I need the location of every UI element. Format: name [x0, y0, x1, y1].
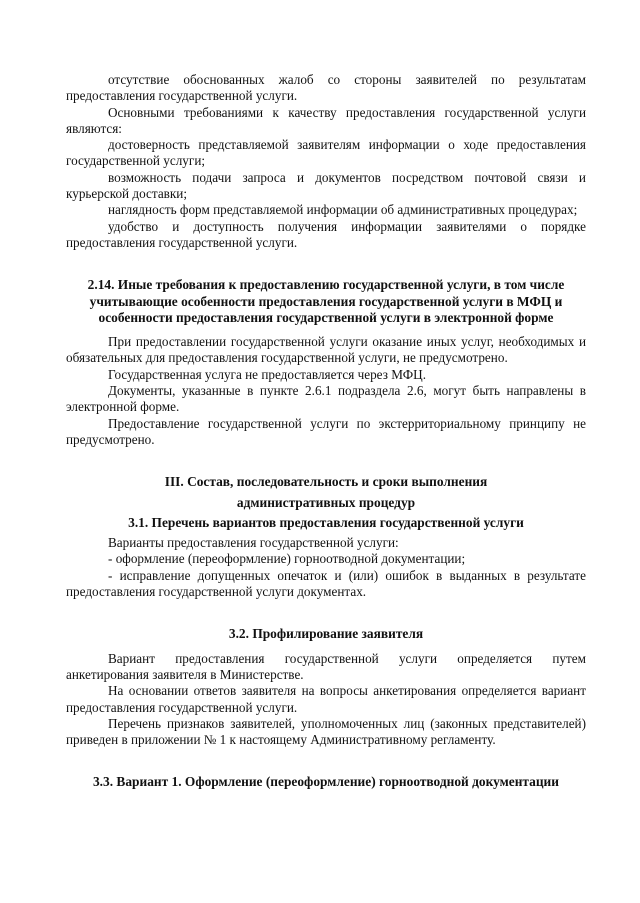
section-heading-3-1: 3.1. Перечень вариантов предоставления государственной услуги — [128, 514, 524, 530]
paragraph-applicant-attributes: Перечень признаков заявителей, уполномоченных лиц (законных представителей) приведен в приложении № 1 к настоящему Административному регламенту. — [66, 715, 586, 748]
section-heading-2-14: 2.14. Иные требования к предоставлению государственной услуги, в том числе учитывающие особенности предоставления государственной услуги в МФЦ и особенности предоставления государственной услуги в электронной форме — [87, 277, 565, 325]
paragraph-mail-submission: возможность подачи запроса и документов посредством почтовой связи и курьерской доставки; — [66, 169, 586, 202]
section-heading-3-line2: административных процедур — [236, 494, 416, 510]
paragraph-no-mfc: Государственная услуга не предоставляется через МФЦ. — [108, 366, 426, 382]
paragraph-quality-requirements: Основными требованиями к качеству предоставления государственной услуги являются: — [66, 104, 586, 136]
section-heading-3-3: 3.3. Вариант 1. Оформление (переоформление) горноотводной документации — [92, 774, 559, 790]
paragraph-extraterritorial: Предоставление государственной услуги по экстерриториальному принципу не предусмотрено. — [66, 415, 586, 447]
document-page — [66, 72, 586, 791]
paragraph-electronic-documents: Документы, указанные в пункте 2.6.1 подраздела 2.6, могут быть направлены в электронной форме. — [66, 383, 586, 415]
section-heading-3-line1: III. Состав, последовательность и сроки выполнения — [164, 474, 488, 490]
paragraph-other-services: При предоставлении государственной услуги оказание иных услуг, необходимых и обязательных для предоставления государственной услуги, не предусмотрено. — [66, 334, 586, 366]
paragraph-variants-intro: Варианты предоставления государственной услуги: — [108, 535, 399, 551]
paragraph-reliability: достоверность представляемой заявителям информации о ходе предоставления государственной услуги; — [66, 137, 586, 169]
paragraph-clarity: наглядность форм представляемой информации об административных процедурах; — [108, 202, 578, 218]
list-item-variant-1: - оформление (переоформление) горноотводной документации; — [108, 551, 466, 567]
paragraph-no-complaints: отсутствие обоснованных жалоб со стороны заявителей по результатам предоставления государственной услуги. — [66, 72, 586, 104]
paragraph-questionnaire-answers: На основании ответов заявителя на вопросы анкетирования определяется вариант предоставления государственной услуги. — [66, 683, 586, 715]
paragraph-convenience: удобство и доступность получения информации заявителями о порядке предоставления государственной услуги. — [66, 218, 586, 250]
list-item-variant-2: - исправление допущенных опечаток и (или) ошибок в выданных в результате предоставления государственной услуги документах. — [66, 567, 586, 600]
paragraph-variant-determination: Вариант предоставления государственной услуги определяется путем анкетирования заявителя в Министерстве. — [66, 650, 586, 682]
section-heading-3-2: 3.2. Профилирование заявителя — [228, 626, 424, 642]
